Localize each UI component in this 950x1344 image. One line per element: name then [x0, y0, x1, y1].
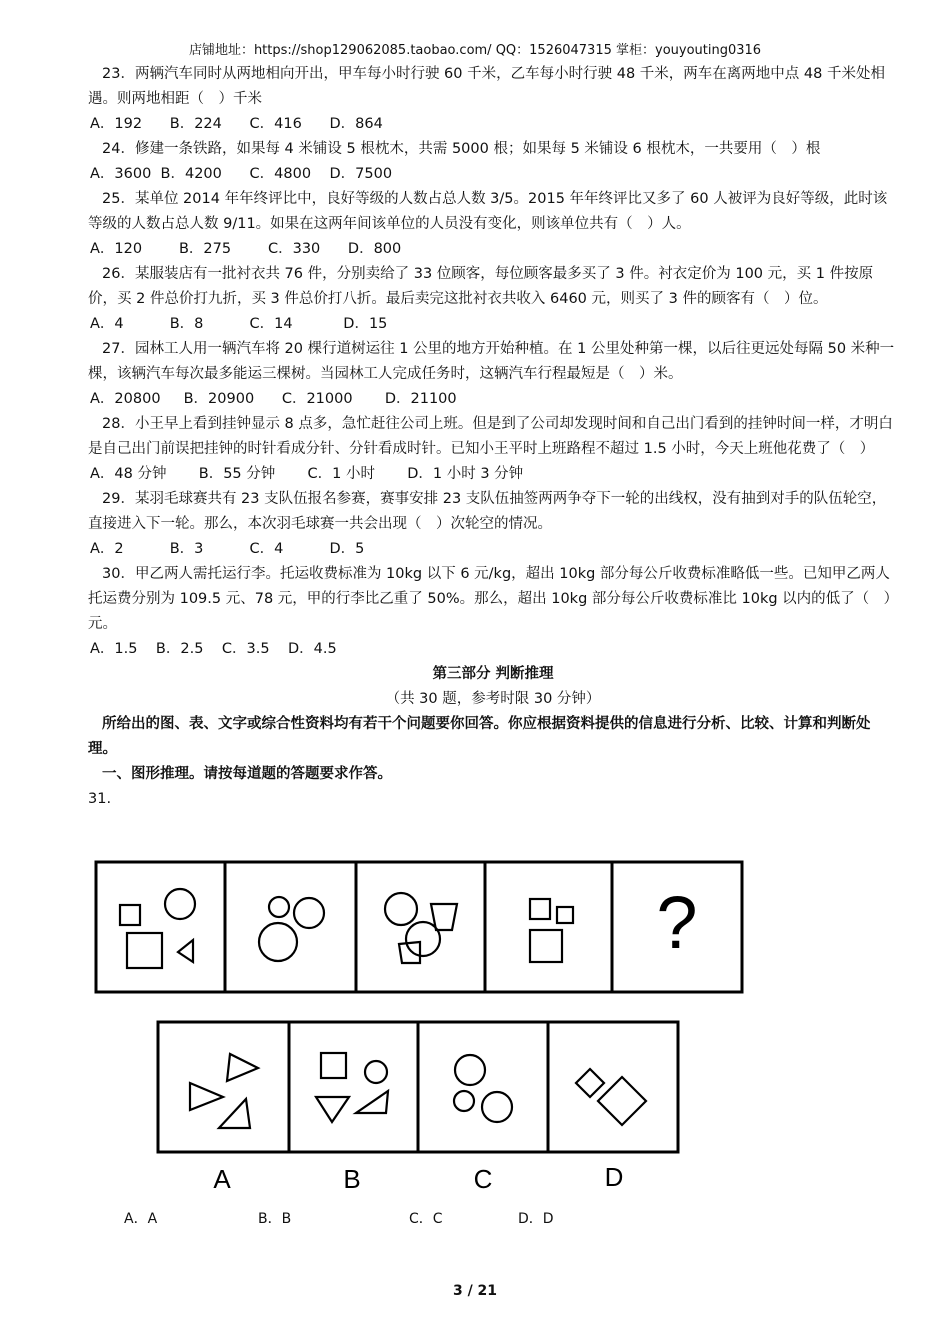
options-29: A．2 B．3 C．4 D．5 [90, 541, 365, 557]
answer-d: D．D [518, 1211, 554, 1227]
options-24: A．3600 B．4200 C．4800 D．7500 [90, 166, 393, 182]
option-label-b: B [343, 1164, 361, 1194]
option-b-figure [316, 1053, 388, 1122]
sequence-panel-1 [120, 889, 195, 968]
question-26: 26．某服装店有一批衬衣共 76 件，分别卖给了 33 位顾客，每位顾客最多买了 3 件。衬衣定价为 100 元，买 1 件按原 价，买 2 件总价打九折，买 3 件总价打八折。最后卖完这批衬衣共收入 6460 元，则买了 3 件的顾客有（ ）位。 [88, 266, 874, 307]
answer-c: C．C [409, 1211, 443, 1227]
options-30: A．1.5 B．2.5 C．3.5 D．4.5 [90, 641, 337, 657]
option-label-d: D [604, 1162, 624, 1192]
question-23: 23．两辆汽车同时从两地相向开出，甲车每小时行驶 60 千米，乙车每小时行驶 48 千米，两车在离两地中点 48 千米处相遇。则两地相距（ ）千米 [88, 66, 885, 107]
options-28: A．48 分钟 B．55 分钟 C．1 小时 D．1 小时 3 分钟 [90, 466, 524, 482]
answer-a: A．A [124, 1211, 158, 1227]
sequence-panel-2 [259, 897, 324, 961]
question-31-number: 31. [88, 791, 112, 807]
section-title: 第三部分 判断推理 [432, 666, 554, 682]
options-25: A．120 B．275 C．330 D．800 [90, 241, 402, 257]
option-label-a: A [213, 1164, 231, 1194]
option-label-c: C [473, 1164, 493, 1194]
question-29: 29．某羽毛球赛共有 23 支队伍报名参赛，赛事安排 23 支队伍抽签两两争夺下一轮的出线权，没有抽到对手的队伍轮空，直接进入下一轮。那么，本次羽毛球赛一共会出现（ ）次轮空的情况。 [88, 491, 887, 532]
question-28: 28．小王早上看到挂钟显示 8 点多，急忙赶往公司上班。但是到了公司却发现时间和自己出门看到的挂钟时间一样，才明白是自己出门前误把挂钟的时针看成分针、分针看成时针。已知小王平时上班路程不超过 1.5 小时，今天上班他花费了（ ） [88, 416, 893, 457]
options-27: A．20800 B．20900 C．21000 D．21100 [90, 391, 457, 407]
question-27: 27．园林工人用一辆汽车将 20 棵行道树运往 1 公里的地方开始种植。在 1 公里处种第一棵，以后往更远处每隔 50 米种一棵，该辆汽车每次最多能运三棵树。当园林工人完成任务时，这辆汽车行程最短是（ ）米。 [88, 341, 895, 382]
page-number: 3 / 21 [452, 1283, 498, 1299]
section-subtitle: （共 30 题，参考时限 30 分钟） [385, 691, 601, 707]
option-c-figure [454, 1055, 512, 1122]
sequence-panel-4 [530, 899, 573, 962]
options-26: A．4 B．8 C．14 D．15 [90, 316, 388, 332]
question-24: 24．修建一条铁路，如果每 4 米铺设 5 根枕木，共需 5000 根；如果每 5 米铺设 6 根枕木，一共要用（ ）根 [102, 141, 821, 157]
section-intro: 所给出的图、表、文字或综合性资料均有若干个问题要你回答。你应根据资料提供的信息进行分析、比较、计算和判断处理。 [88, 716, 871, 757]
answer-b: B．B [258, 1211, 292, 1227]
sequence-panel-3 [385, 893, 457, 963]
options-23: A．192 B．224 C．416 D．864 [90, 116, 383, 132]
option-a-figure [190, 1054, 258, 1128]
question-mark: ? [656, 881, 698, 964]
question-25: 25．某单位 2014 年年终评比中，良好等级的人数占总人数 3/5。2015 年年终评比又多了 60 人被评为良好等级，此时该等级的人数占总人数 9/11。如果在这两年间该单位的人员没有变化，则该单位共有（ ）人。 [88, 191, 888, 232]
option-d-figure [576, 1069, 646, 1125]
question-30: 30．甲乙两人需托运行李。托运收费标准为 10kg 以下 6 元/kg，超出 10kg 部分每公斤收费标准略低一些。已知甲乙两人托运费分别为 109.5 元、78 元，甲的行李比乙重了 50%。那么，超出 10kg 部分每公斤收费标准比 10kg 以内的低了（ ）元。 [88, 566, 891, 632]
page-header: 店铺地址：https://shop129062085.taobao.com/ QQ：1526047315 掌柜：youyouting0316 [188, 43, 762, 58]
part-heading: 一、图形推理。请按每道题的答题要求作答。 [102, 766, 392, 782]
sequence-frame [96, 862, 742, 992]
